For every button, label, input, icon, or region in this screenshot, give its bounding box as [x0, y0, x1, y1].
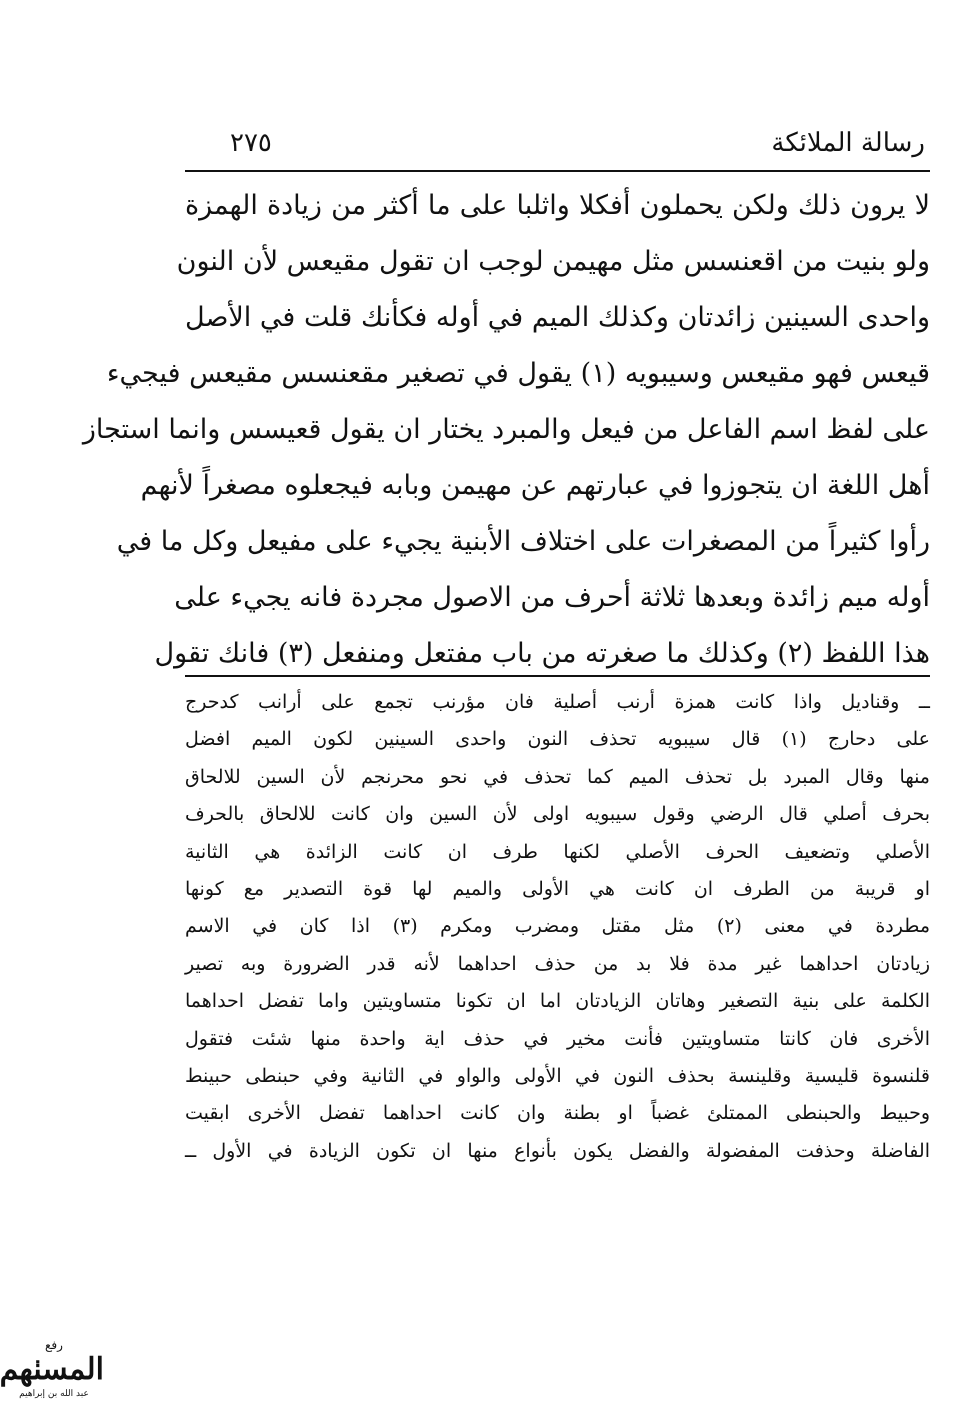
header-rule	[185, 170, 930, 172]
footnote-line: منها وقال المبرد بل تحذف الميم كما تحذف في نحو محرنجم لأن السين للالحاق	[185, 765, 930, 788]
page-number: ٢٧٥	[230, 128, 272, 158]
main-line: على لفظ اسم الفاعل من فيعل والمبرد يختار ان يقول قعيسس وانما استجاز	[82, 414, 930, 445]
footnote-line: الأصلي وتضعيف الحرف الأصلي لكنها طرف ان كانت الزائدة هي الثانية	[185, 840, 930, 863]
stamp-top-text: رفع	[45, 1338, 63, 1352]
stamp-bottom-text: عبد الله بن إبراهيم	[19, 1389, 89, 1399]
footnote-separator	[185, 675, 930, 677]
main-line: قيعس فهو مقيعس وسيبويه (١) يقول في تصغير مقعنسس مقيعس فيجيء	[106, 358, 930, 389]
main-line: ولو بنيت من اقعنسس مثل مهيمن لوجب ان تقول مقيعس لأن النون	[176, 246, 930, 277]
main-line: أوله ميم زائدة وبعدها ثلاثة أحرف من الاصول مجردة فانه يجيء على	[174, 582, 930, 613]
page-header	[190, 128, 925, 168]
footnote-line: وحبيط والحبنطى الممتلئ غضباً او بطنة وان كانت احداهما تفضل الأخرى ابقيت	[185, 1102, 930, 1125]
footnote-line: الفاضلة وحذفت المفضولة والفضل يكون بأنواع منها ان تكون الزيادة في الأول ــ	[185, 1139, 930, 1162]
footnote-line: او قريبة من الطرف ان كانت هي الأولى والميم لها قوة التصدير مع كونها	[185, 877, 930, 900]
main-line: رأوا كثيراً من المصغرات على اختلاف الأبنية يجيء على مفيعل وكل ما في	[116, 526, 930, 557]
main-line: أهل اللغة ان يتجوزوا في عبارتهم عن مهيمن وبابه فيجعلوه مصغراً لأنهم	[140, 470, 930, 501]
footnote-line: زيادتان احداهما غير مدة فلا بد من حذف احداهما لأنه قدر الضرورة وبه تصير	[185, 952, 930, 975]
footnote-line: الكلمة على بنية التصغير وهاتان الزيادتان اما ان تكونا متساويتين واما تفضل احداهما	[185, 990, 930, 1013]
footnote-line: ــ وقناديل واذا كانت همزة أرنب أصلية فان مؤرنب تجمع على أرانب كدحرج	[185, 691, 930, 713]
footnote-line: مطردة في معنى (٢) مثل مقتل ومضرب ومكرم (٣) اذا كان في الاسم	[185, 915, 930, 938]
stamp-main-text: المسٺهم	[0, 1352, 104, 1387]
main-line: واحدى السينين زائدتان وكذلك الميم في أوله فكأنك قلت في الأصل	[185, 302, 930, 333]
running-title: رسالة الملائكة	[771, 128, 925, 158]
footnotes	[185, 684, 930, 1170]
main-line: هذا اللفظ (٢) وكذلك ما صغرته من باب مفتعل ومنفعل (٣) فانك تقول	[154, 638, 930, 669]
footnote-line: على دحارج (١) قال سيبويه تحذف النون واحدى السينين لكون الميم افضل	[185, 728, 930, 751]
footnote-line: قلنسوة قليسية وقلينسة بحذف النون في الأولى والواو في الثانية وفي حبنطى حبينط	[185, 1064, 930, 1087]
main-text	[82, 178, 930, 682]
main-line: لا يرون ذلك ولكن يحملون أفكلا واثلبا على ما أكثر من زيادة الهمزة	[185, 190, 930, 221]
library-stamp-logo	[0, 1338, 104, 1414]
footnote-line: الأخرى فان كانتا متساويتين فأنت مخير في حذف اية واحدة منها شئت فتقول	[185, 1027, 930, 1050]
footnote-line: بحرف أصلي قال الرضي وقول سيبويه اولى لأن السين وان كانت للالحاق بالحرف	[185, 803, 930, 826]
